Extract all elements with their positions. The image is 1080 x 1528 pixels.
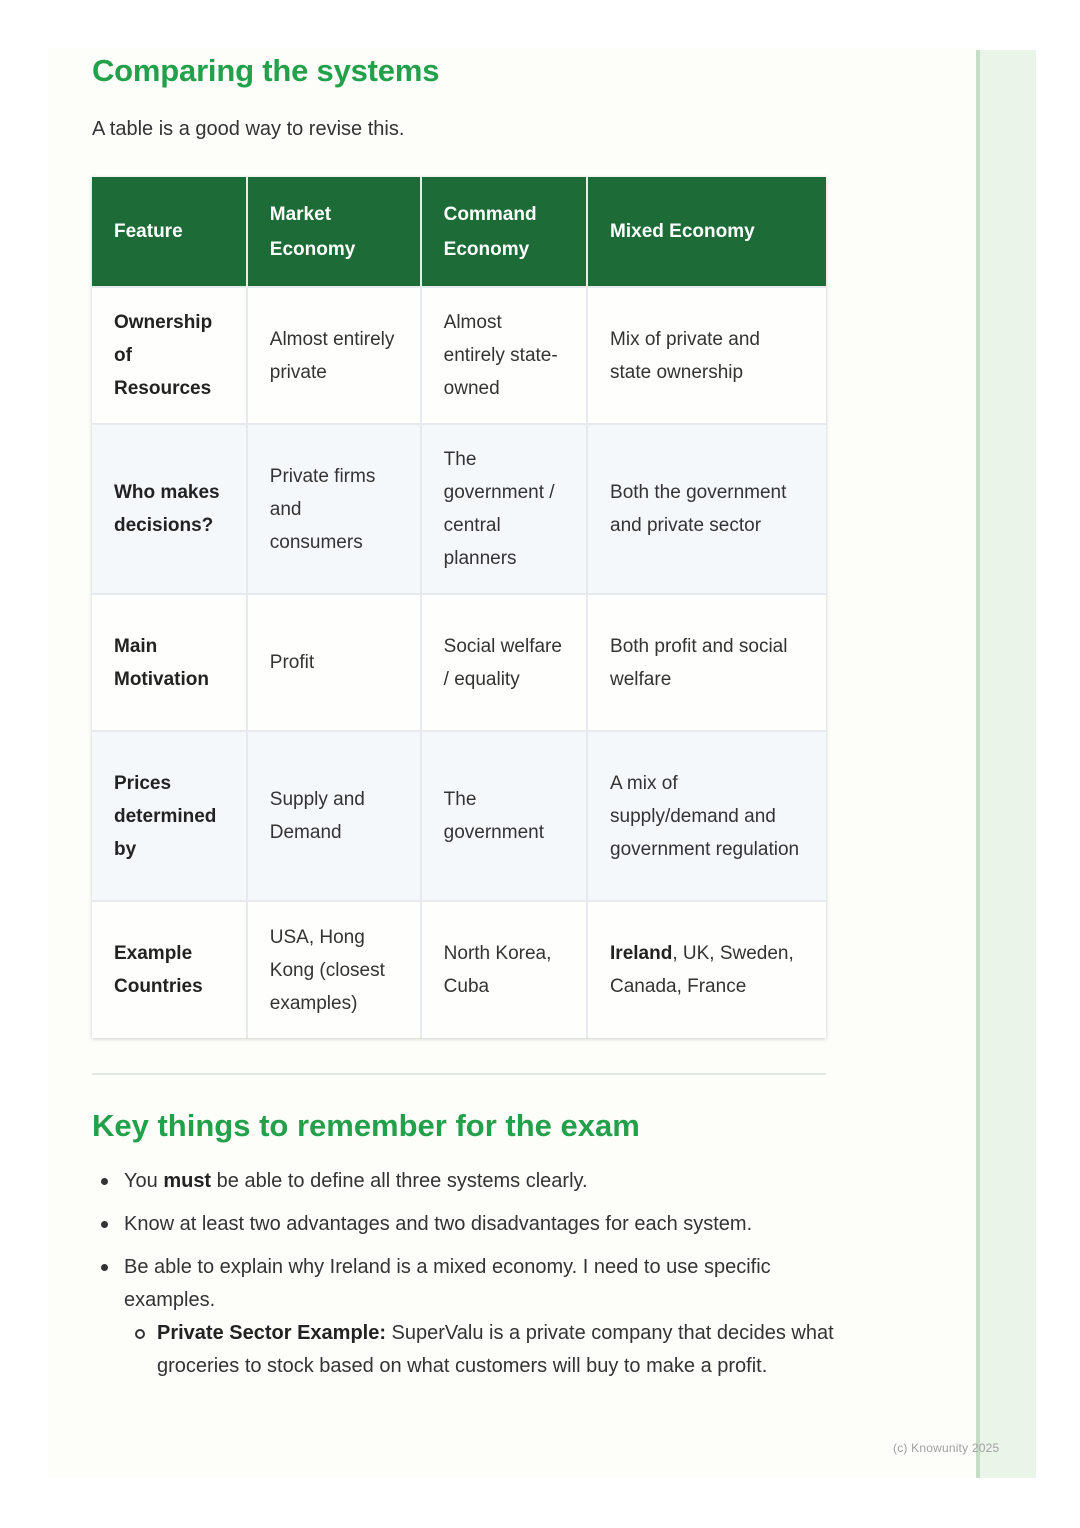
list-item-post: be able to define all three systems clearly. xyxy=(211,1170,588,1192)
key-things-list xyxy=(92,1165,860,1393)
table-row xyxy=(92,424,826,594)
header-command-economy: Command Economy xyxy=(421,177,587,287)
intro-text: A table is a good way to revise this. xyxy=(92,118,405,140)
cell-command: The government / central planners xyxy=(421,424,587,594)
header-mixed-economy: Mixed Economy xyxy=(587,177,826,287)
copyright-footer: (c) Knowunity 2025 xyxy=(893,1441,1000,1455)
cell-feature: Example Countries xyxy=(92,901,247,1038)
cell-market: Private firms and consumers xyxy=(247,424,421,594)
list-item xyxy=(124,1165,860,1198)
cell-command: North Korea, Cuba xyxy=(421,901,587,1038)
table-row xyxy=(92,287,826,424)
cell-command: The government xyxy=(421,731,587,901)
list-item-bold: must xyxy=(163,1170,212,1192)
table-row xyxy=(92,594,826,731)
cell-mixed-bold: Ireland xyxy=(610,943,673,964)
cell-mixed: Both the government and private sector xyxy=(587,424,826,594)
comparison-table xyxy=(92,177,826,1038)
cell-mixed: Mix of private and state ownership xyxy=(587,287,826,424)
cell-mixed xyxy=(587,901,826,1038)
list-item-text: Be able to explain why Ireland is a mixed economy. I need to use specific examples. xyxy=(124,1256,771,1311)
header-market-economy: Market Economy xyxy=(247,177,421,287)
right-sidebar xyxy=(976,50,1036,1478)
cell-mixed: A mix of supply/demand and government regulation xyxy=(587,731,826,901)
cell-feature: Main Motivation xyxy=(92,594,247,731)
section-heading-key-things: Key things to remember for the exam xyxy=(92,1108,640,1143)
section-heading-comparing: Comparing the systems xyxy=(92,53,440,88)
cell-market: Profit xyxy=(247,594,421,731)
table-row xyxy=(92,731,826,901)
cell-mixed-rest: , UK, Sweden, Canada, France xyxy=(610,943,794,997)
cell-command: Social welfare / equality xyxy=(421,594,587,731)
cell-mixed: Both profit and social welfare xyxy=(587,594,826,731)
cell-feature: Ownership of Resources xyxy=(92,287,247,424)
cell-command: Almost entirely state-owned xyxy=(421,287,587,424)
header-feature: Feature xyxy=(92,177,247,287)
table-row xyxy=(92,901,826,1038)
cell-market: Almost entirely private xyxy=(247,287,421,424)
section-divider xyxy=(92,1073,826,1075)
cell-feature: Who makes decisions? xyxy=(92,424,247,594)
list-item: Know at least two advantages and two disadvantages for each system. xyxy=(124,1208,860,1241)
list-item xyxy=(124,1251,860,1383)
cell-market: USA, Hong Kong (closest examples) xyxy=(247,901,421,1038)
sub-item-bold: Private Sector Example: xyxy=(157,1322,386,1344)
section-comparing xyxy=(92,52,828,143)
list-item-pre: You xyxy=(124,1170,164,1192)
cell-market: Supply and Demand xyxy=(247,731,421,901)
sub-item-text: SuperValu is a private company that decides what groceries to stock based on what customers will buy to make a profit. xyxy=(157,1322,834,1377)
sub-list-item xyxy=(157,1317,860,1383)
table-header-row xyxy=(92,177,826,287)
sub-list xyxy=(124,1317,860,1383)
cell-feature: Prices determined by xyxy=(92,731,247,901)
